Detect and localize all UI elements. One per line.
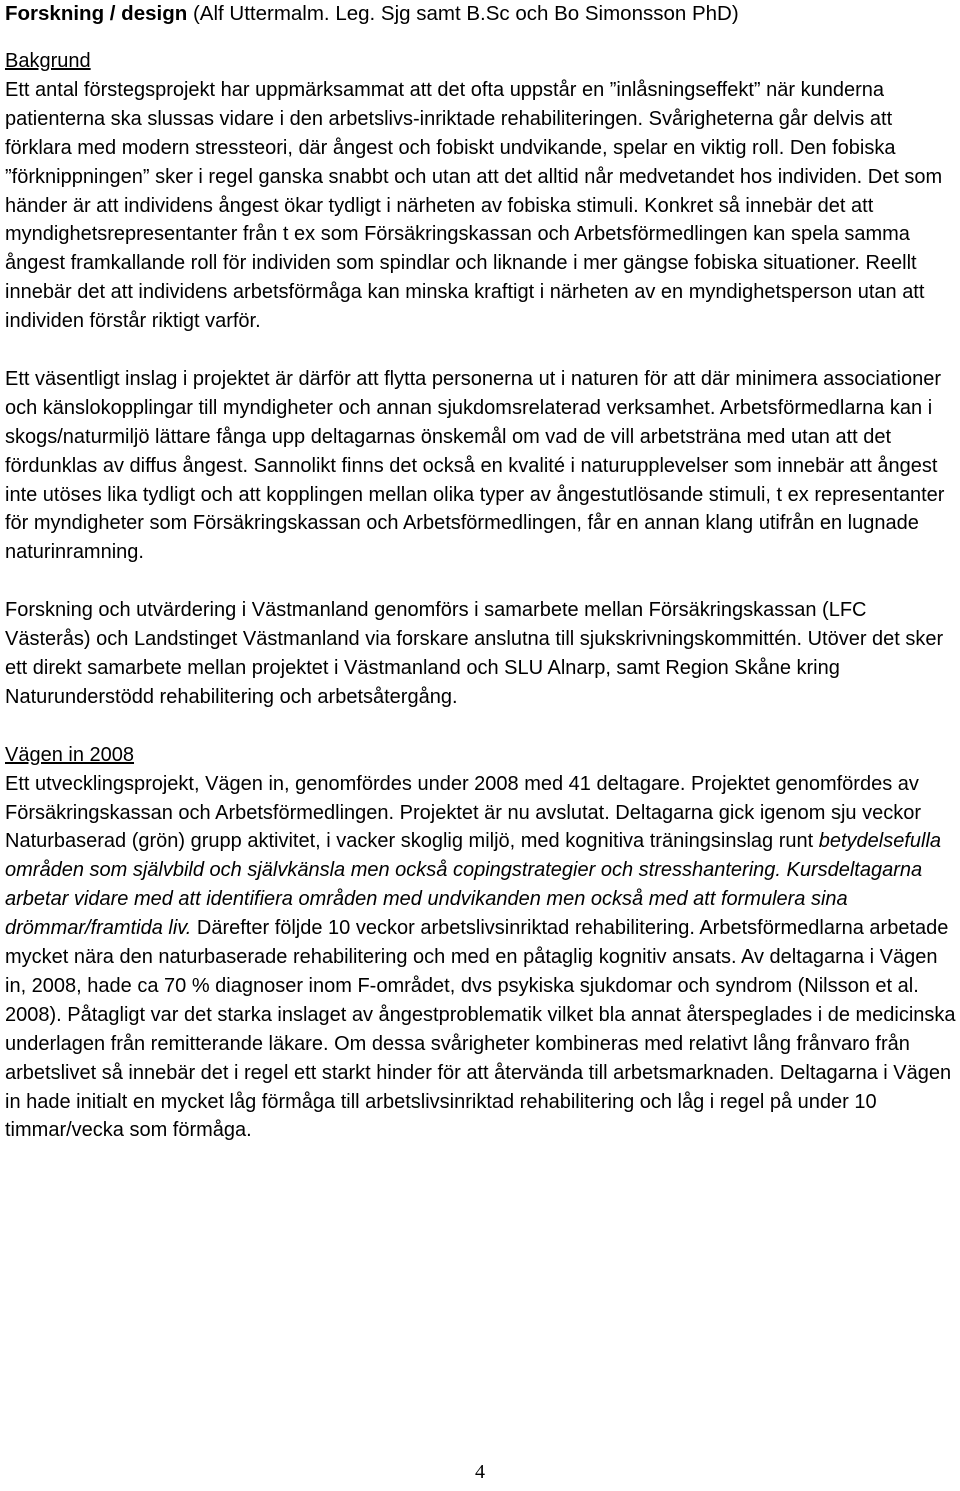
paragraph-bakgrund-3: Forskning och utvärdering i Västmanland genomförs i samarbete mellan Försäkringskassan (LFC Västerås) och Landstinget Västmanland via forskare anslutna till sjukskrivningskommittén. Utöver det sker ett direkt samarbete mellan projektet i Västmanland och SLU Alnarp, samt Region Skåne kring Naturunderstödd rehabilitering och arbetsåtergång. [5,599,944,708]
page-number: 4 [475,1461,485,1483]
spacer [5,336,957,365]
spacer [5,567,957,596]
title-bold: Forskning / design [5,2,188,25]
vagen-text-italic: betydelsefulla områden som självbild och självkänsla men också copingstrategier och stresshantering. Kursdeltagarna arbetar vidare med att identifiera områden med undvikanden men också med att formulera sina drömmar/framtida liv. [5,830,942,940]
paragraph-vagen-in [5,770,957,1146]
document-title [5,0,957,28]
title-authors: (Alf Uttermalm. Leg. Sjg samt B.Sc och Bo Simonsson PhD) [187,2,739,25]
vagen-text-start: Ett utvecklingsprojekt, Vägen in, genomfördes under 2008 med 41 deltagare. Projektet genomfördes av Försäkringskassan och Arbetsförmedlingen. Projektet är nu avslutat. Deltagarna gick igenom sju veckor Naturbaserad (grön) grupp aktivitet, i vacker skoglig miljö, med kognitiva träningsinslag runt [5,772,922,853]
section-heading-vagen-in: Vägen in 2008 [5,743,135,766]
section-heading-bakgrund: Bakgrund [5,50,91,72]
spacer [5,712,957,741]
document-page [5,0,957,1145]
paragraph-bakgrund-1: Ett antal förstegsprojekt har uppmärksammat att det ofta uppstår en ”inlåsningseffekt” när kunderna patienterna ska slussas vidare i den arbetslivs-inriktade rehabiliteringen. Svårigheterna går delvis att förklara med modern stressteori, där ångest och fobiskt undvikande, spelar en viktig roll. Den fobiska ”förknippningen” sker i regel ganska snabbt och utan att det alltid når medvetandet hos individen. Det som händer är att individens ångest ökar tydligt i närheten av fobiska stimuli. Konkret så innebär det att myndighetsrepresentanter från t ex som Försäkringskassan och Arbetsförmedlingen kan spela samma ångest framkallande roll för individen som spindlar och liknande i mer gängse fobiska situationer. Reellt innebär det att individens arbetsförmåga kan minska kraftigt i närheten av en myndighetsperson utan att individen förstår riktigt varför. [5,78,943,333]
spacer [5,28,957,47]
paragraph-bakgrund-2: Ett väsentligt inslag i projektet är därför att flytta personerna ut i naturen för att där minimera associationer och känslokopplingar till myndigheter och annan sjukdomsrelaterad verksamhet. Arbetsförmedlarna kan i skogs/naturmiljö lättare fånga upp deltagarnas önskemål om vad de vill arbetsträna med utan att det fördunklas av diffus ångest. Sannolikt finns det också en kvalité i naturupplevelser som innebär att ångest inte utöses lika tydligt och att kopplingen mellan olika typer av ångestutlösande stimuli, t ex representanter för myndigheter som Försäkringskassan och Arbetsförmedlingen, får en annan klang utifrån en lugnade naturinramning. [5,367,945,564]
vagen-text-end: Därefter följde 10 veckor arbetslivsinriktad rehabilitering. Arbetsförmedlarna arbetade mycket nära den naturbaserade rehabilitering och med en påtaglig kognitiv ansats. Av deltagarna i Vägen in, 2008, hade ca 70 % diagnoser inom F-området, dvs psykiska sjukdomar och syndrom (Nilsson et al. 2008). Påtagligt var det starka inslaget av ångestproblematik vilket bla annat återspeglades i de medicinska underlagen från remitterande läkare. Om dessa svårigheter kombineras med relativt lång frånvaro från arbetslivet så innebär det i regel ett starkt hinder för att återvända till arbetsmarknaden. Deltagarna i Vägen in hade initialt en mycket låg förmåga till arbetslivsinriktad rehabilitering och låg i regel på under 10 timmar/vecka som förmåga. [5,917,956,1142]
